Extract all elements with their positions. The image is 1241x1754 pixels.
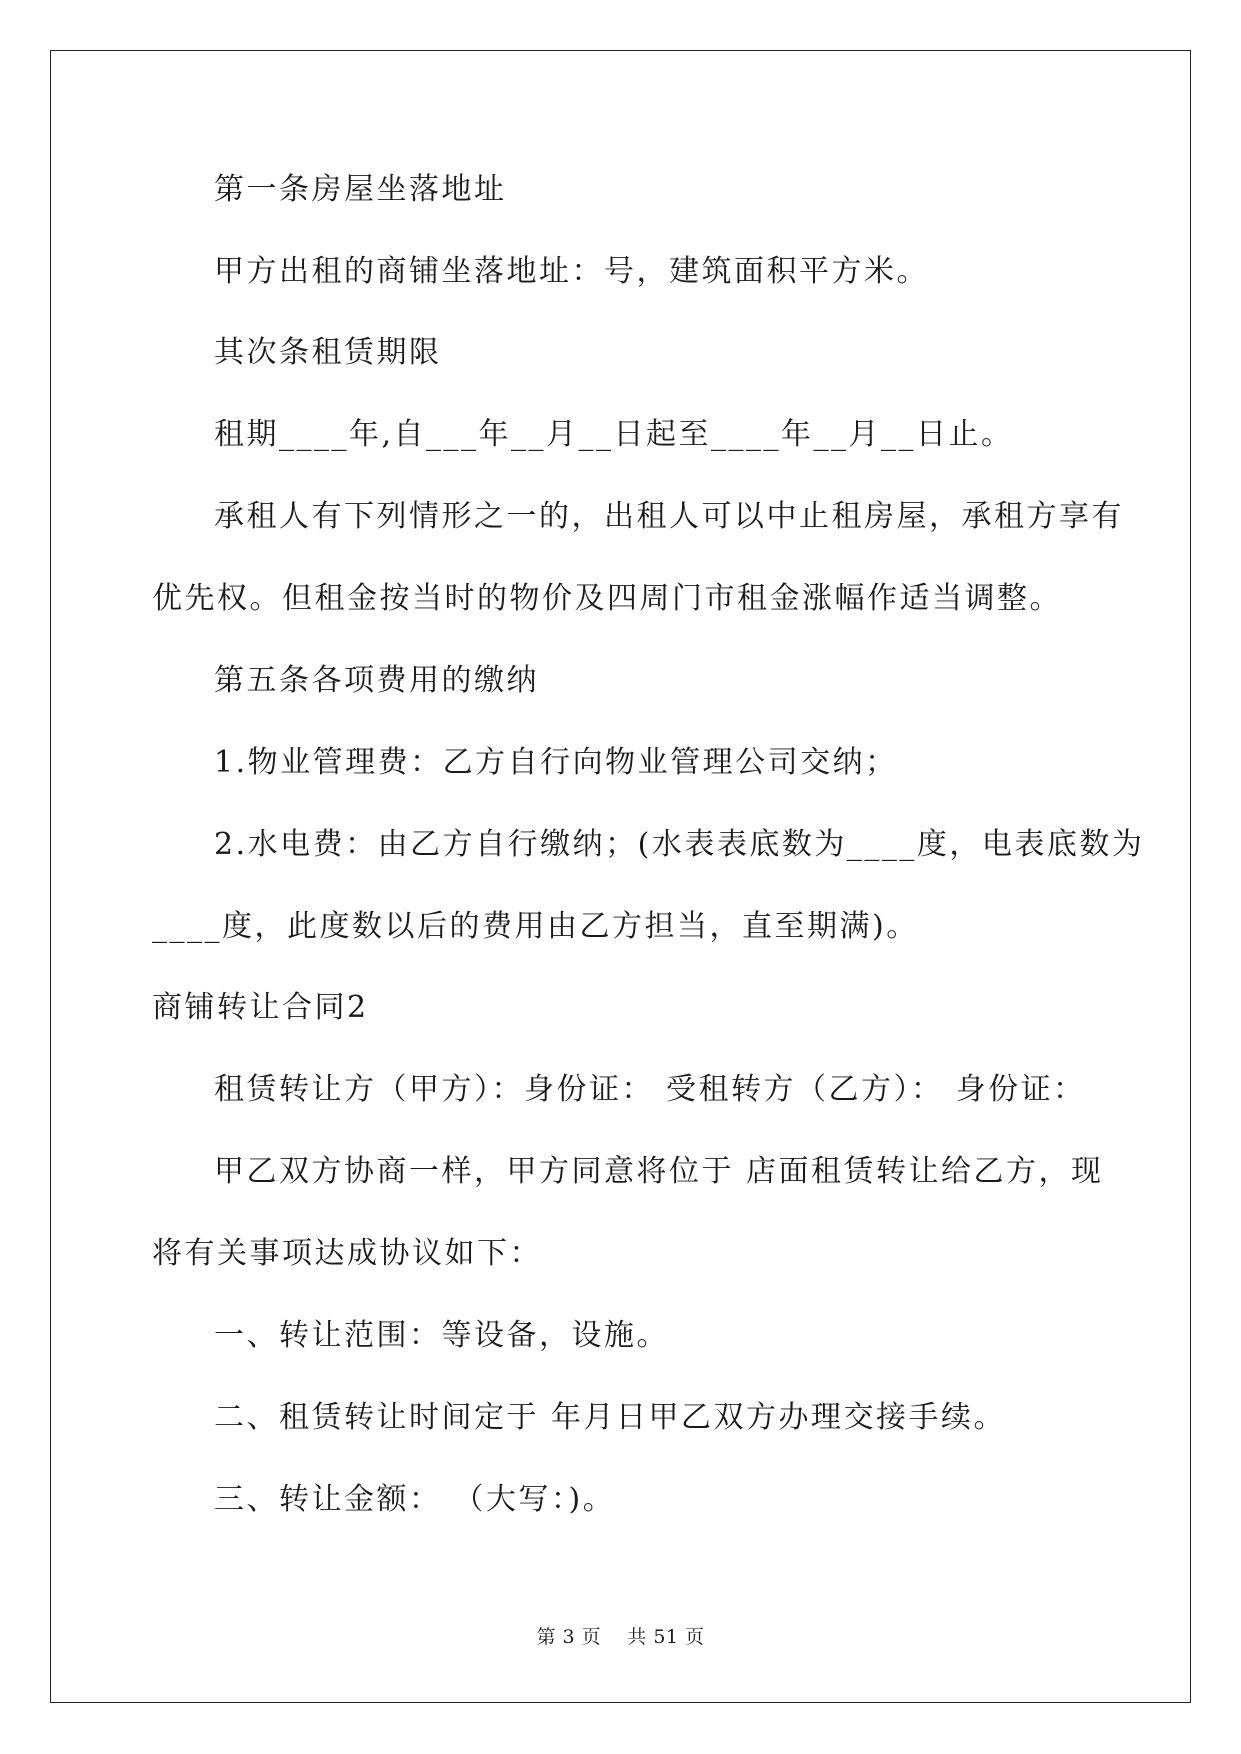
article-1-heading: 第一条房屋坐落地址 [214,172,507,207]
agreement-intro-line-2: 将有关事项达成协议如下： [152,1236,542,1271]
item-property-fee: 1.物业管理费：乙方自行向物业管理公司交纳； [214,745,898,780]
clause-transfer-time: 二、租赁转让时间定于 年月日甲乙双方办理交接手续。 [214,1400,1007,1435]
clause-transfer-amount: 三、转让金额： （大写：)。 [214,1482,616,1517]
article-2-heading: 其次条租赁期限 [214,335,442,370]
agreement-intro-line-1: 甲乙双方协商一样，甲方同意将位于 店面租赁转让给乙方，现 [214,1154,1104,1189]
item-utilities-line-1: 2.水电费：由乙方自行缴纳；(水表表底数为____度，电表底数为 [214,827,1145,862]
article-5-heading: 第五条各项费用的缴纳 [214,663,539,698]
page-footer [0,1625,1241,1649]
parties-line: 租赁转让方（甲方）：身份证： 受租转方（乙方）： 身份证： [214,1072,1086,1107]
paragraph-address: 甲方出租的商铺坐落地址：号，建筑面积平方米。 [214,254,929,289]
section-title-contract-2: 商铺转让合同2 [152,990,369,1025]
item-utilities-line-2: ____度，此度数以后的费用由乙方担当，直至期满)。 [152,909,919,944]
paragraph-termination-line-1: 承租人有下列情形之一的，出租人可以中止租房屋，承租方享有 [214,499,1124,534]
paragraph-lease-term: 租期____年,自___年__月__日起至____年__月__日止。 [214,417,1014,452]
paragraph-termination-line-2: 优先权。但租金按当时的物价及四周门市租金涨幅作适当调整。 [152,581,1062,616]
clause-transfer-scope: 一、转让范围：等设备，设施。 [214,1318,669,1353]
page-number-label: 第 3 页 共 51 页 [536,1626,705,1648]
page-frame [50,50,1191,1703]
